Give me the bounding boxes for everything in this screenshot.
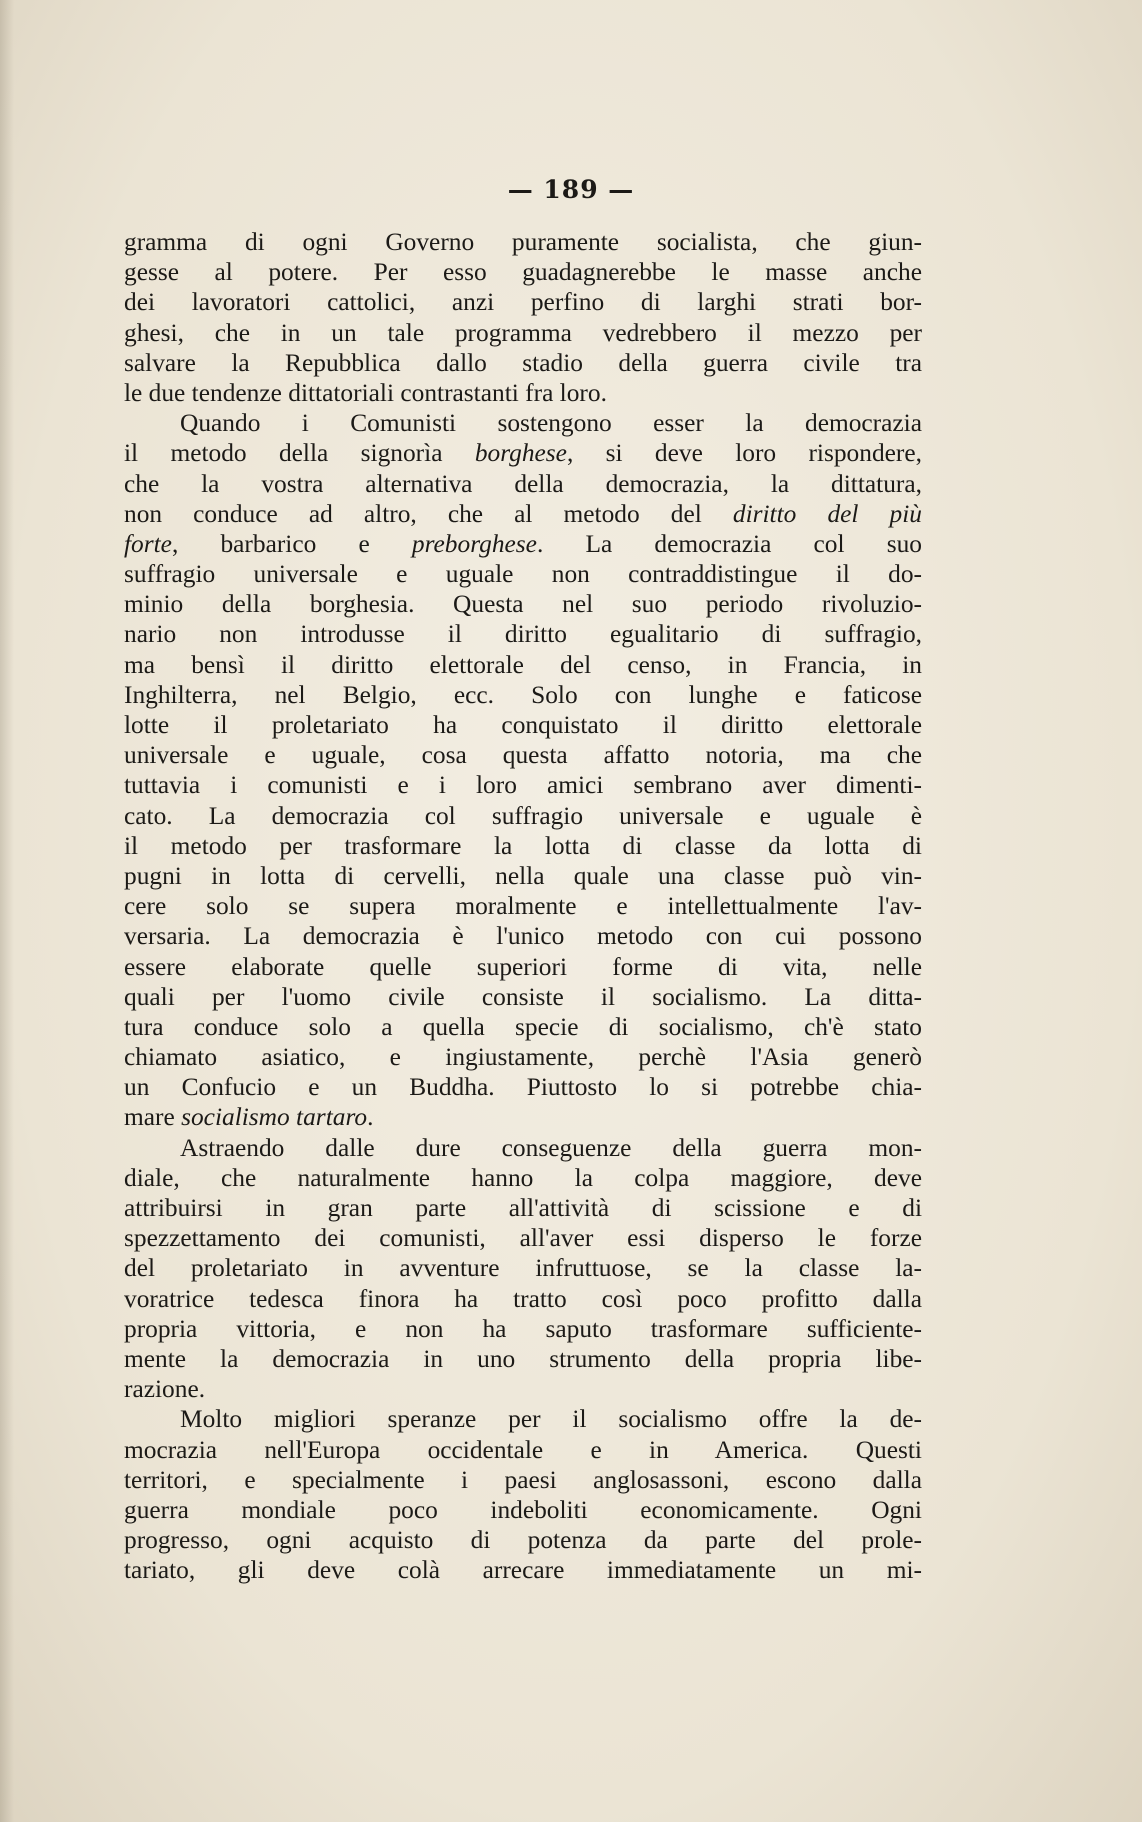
italic-text: diritto del più bbox=[732, 499, 922, 528]
text-line: nario non introdusse il diritto egualitario di suffragio, bbox=[124, 620, 922, 649]
text-segment: Quando i Comunisti sostengono esser la democrazia bbox=[180, 409, 922, 438]
text-line: essere elaborate quelle superiori forme di vita, nelle bbox=[124, 952, 922, 981]
text-line: che la vostra alternativa della democrazia, la dittatura, bbox=[124, 469, 922, 498]
text-line: spezzettamento dei comunisti, all'aver essi disperso le forze bbox=[124, 1224, 922, 1253]
body-text bbox=[124, 227, 922, 1585]
text-line: lotte il proletariato ha conquistato il diritto elettorale bbox=[124, 711, 922, 739]
text-line: ma bensì il diritto elettorale del censo, in Francia, in bbox=[124, 650, 922, 679]
text-line bbox=[124, 408, 922, 438]
text-line bbox=[124, 499, 922, 529]
text-line: del proletariato in avventure infruttuose, se la classe la- bbox=[124, 1254, 922, 1283]
text-line: un Confucio e un Buddha. Piuttosto lo si potrebbe chia- bbox=[124, 1073, 922, 1102]
text-line: Astraendo dalle dure conseguenze della guerra mon- bbox=[180, 1133, 922, 1162]
text-line: gramma di ogni Governo puramente socialista, che giun- bbox=[124, 228, 922, 256]
text-segment: . bbox=[367, 1103, 374, 1132]
text-line: progresso, ogni acquisto di potenza da parte del prole- bbox=[124, 1526, 922, 1555]
text-line: territori, e specialmente i paesi anglosassoni, escono dalla bbox=[124, 1465, 922, 1494]
text-line: gesse al potere. Per esso guadagnerebbe le masse anche bbox=[124, 258, 922, 287]
text-line bbox=[124, 1102, 922, 1132]
text-line: tariato, gli deve colà arrecare immediatamente un mi- bbox=[124, 1556, 922, 1585]
text-segment: . La democrazia col suo bbox=[536, 529, 922, 558]
page-number: — 189 — bbox=[507, 175, 635, 204]
text-line: le due tendenze dittatoriali contrastanti fra loro. bbox=[124, 378, 607, 407]
text-segment: , barbarico e bbox=[171, 529, 412, 558]
text-line: dei lavoratori cattolici, anzi perfino di larghi strati bor- bbox=[124, 288, 922, 317]
text-line: Molto migliori speranze per il socialismo offre la de- bbox=[180, 1405, 922, 1434]
text-line: tuttavia i comunisti e i loro amici sembrano aver dimenti- bbox=[124, 771, 922, 800]
text-line: mente la democrazia in uno strumento della propria libe- bbox=[124, 1344, 922, 1373]
text-line: minio della borghesia. Questa nel suo periodo rivoluzio- bbox=[124, 590, 922, 619]
text-line: attribuirsi in gran parte all'attività di scissione e di bbox=[124, 1194, 922, 1222]
text-line: suffragio universale e uguale non contraddistingue il do- bbox=[124, 560, 922, 589]
italic-text: borghese bbox=[474, 439, 567, 468]
text-line bbox=[124, 529, 922, 559]
text-line: tura conduce solo a quella specie di socialismo, ch'è stato bbox=[124, 1012, 922, 1041]
text-segment: non conduce ad altro, che al metodo del bbox=[124, 499, 733, 528]
italic-text: preborghese bbox=[411, 529, 537, 558]
italic-text: socialismo tartaro bbox=[181, 1103, 368, 1132]
text-segment: il metodo della signorìa bbox=[124, 439, 475, 468]
page-edge-shadow bbox=[0, 0, 14, 1822]
text-line: guerra mondiale poco indeboliti economicamente. Ogni bbox=[124, 1495, 922, 1524]
text-line: propria vittoria, e non ha saputo trasformare sufficiente- bbox=[124, 1314, 922, 1343]
text-line: voratrice tedesca finora ha tratto così poco profitto dalla bbox=[124, 1284, 922, 1313]
text-line: salvare la Repubblica dallo stadio della guerra civile tra bbox=[124, 348, 922, 377]
text-line: diale, che naturalmente hanno la colpa maggiore, deve bbox=[124, 1163, 922, 1192]
text-line: ghesi, che in un tale programma vedrebbero il mezzo per bbox=[124, 318, 922, 347]
text-segment: , si deve loro rispondere, bbox=[566, 439, 922, 468]
text-line: razione. bbox=[124, 1375, 206, 1404]
text-line: cato. La democrazia col suffragio universale e uguale è bbox=[124, 801, 922, 830]
text-line: il metodo per trasformare la lotta di classe da lotta di bbox=[124, 831, 922, 860]
text-segment: mare bbox=[124, 1103, 182, 1132]
text-line: chiamato asiatico, e ingiustamente, perchè l'Asia generò bbox=[124, 1043, 922, 1072]
text-line: quali per l'uomo civile consiste il socialismo. La ditta- bbox=[124, 982, 922, 1011]
italic-text: forte bbox=[124, 529, 172, 558]
text-line: versaria. La democrazia è l'unico metodo con cui possono bbox=[124, 922, 922, 951]
text-line bbox=[124, 438, 922, 468]
text-line: cere solo se supera moralmente e intellettualmente l'av- bbox=[124, 892, 922, 921]
text-line: Inghilterra, nel Belgio, ecc. Solo con lunghe e faticose bbox=[124, 680, 922, 709]
text-line: mocrazia nell'Europa occidentale e in America. Questi bbox=[124, 1435, 922, 1464]
text-line: pugni in lotta di cervelli, nella quale una classe può vin- bbox=[124, 861, 922, 890]
text-line: universale e uguale, cosa questa affatto notoria, ma che bbox=[124, 741, 922, 770]
